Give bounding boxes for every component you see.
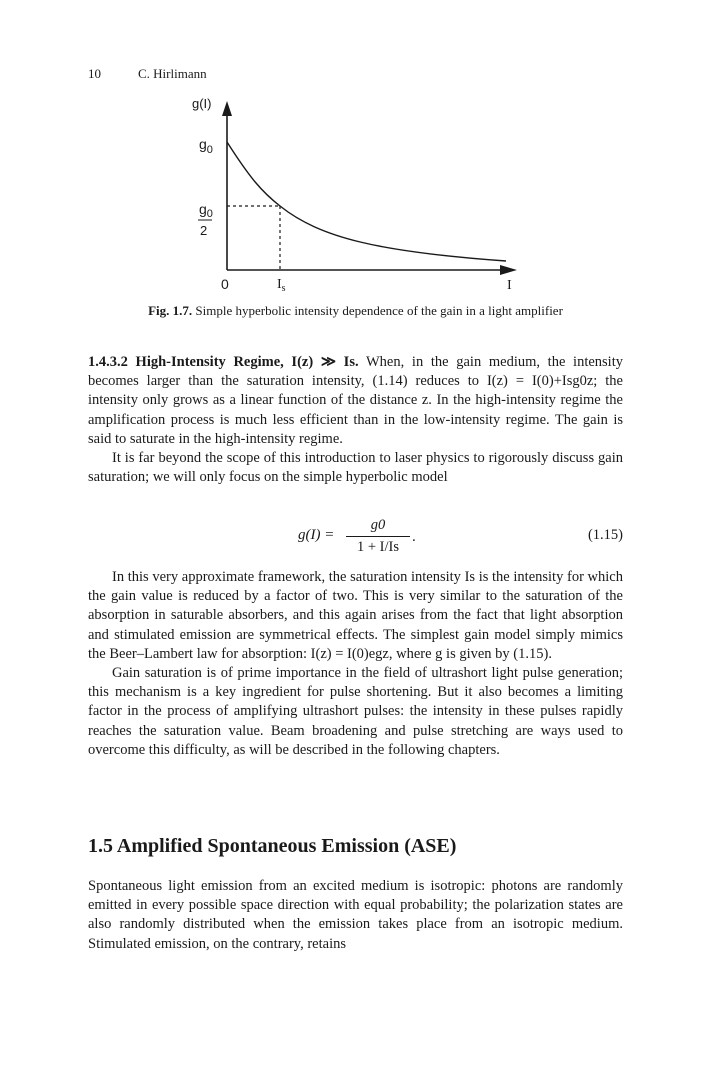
- gain-curve: [227, 142, 506, 261]
- figure-caption-text: Simple hyperbolic intensity dependence of the gain in a light amplifier: [195, 303, 563, 318]
- section-15-body: [88, 877, 623, 954]
- half-gain-denominator: 2: [200, 223, 208, 238]
- paragraph-gain-saturation: Gain saturation is of prime importance in the field of ultrashort light pulse generation; this mechanism is a key ingredient for pulse shortening. But it also becomes a limiting factor in the process of amplifying ultrashort pulses: the intensity in these pulses rapidly reaches the saturation value. Beam broadening and pulse stretching are ways used to overcome this difficulty, as will be described in the following chapters.: [88, 665, 623, 758]
- is-label: $I_s$: [277, 277, 286, 294]
- equation-number: (1.15): [587, 527, 623, 543]
- x-axis-arrow: [500, 265, 517, 275]
- figure-caption-label: Fig. 1.7.: [148, 303, 193, 318]
- equation-denominator: 1 + I/Is: [356, 539, 399, 555]
- page-number: 10: [88, 66, 101, 81]
- paragraph-high-intensity-text: When, in the gain medium, the intensity becomes larger than the saturation intensity, (1.14) reduces to I(z) = I(0)+Isg0z; the intensity only grows as a linear function of the distance z. In the high-intensity regime the amplification process is much less efficient than in the low-intensity regime. The gain is said to saturate in the high-intensity regime.: [88, 354, 623, 447]
- equation-lhs: g(I) =: [298, 527, 335, 543]
- paragraph-high-intensity: [88, 353, 623, 449]
- equation-period: .: [412, 529, 416, 545]
- g0-label: $g_0$: [199, 136, 213, 156]
- equation-numerator: g0: [346, 517, 410, 537]
- section-1432: [88, 353, 623, 487]
- section-heading-ase: 1.5 Amplified Spontaneous Emission (ASE): [88, 835, 457, 857]
- running-author: C. Hirlimann: [138, 66, 207, 81]
- figure-caption: [88, 303, 623, 319]
- equation-1-15: [88, 517, 623, 557]
- paragraph-spontaneous-emission: Spontaneous light emission from an excited medium is isotropic: photons are randomly emitted in every possible space direction with equal probability; the polarization states are also randomly distributed when the emission takes place from an isotropic medium. Stimulated emission, on the contrary, retains: [88, 878, 623, 952]
- y-axis-label: g(I): [192, 96, 212, 111]
- subsection-title: 1.4.3.2 High-Intensity Regime, I(z) ≫ Is.: [88, 354, 359, 370]
- y-axis-arrow: [222, 101, 232, 116]
- x-axis-label: I: [507, 278, 512, 293]
- gain-saturation-figure: [0, 0, 705, 300]
- half-gain-numerator: $g_0$: [199, 201, 213, 220]
- paragraph-scope: It is far beyond the scope of this introduction to laser physics to rigorously discuss gain saturation; we will only focus on the simple hyperbolic model: [88, 450, 623, 486]
- origin-label: 0: [221, 276, 229, 292]
- paragraph-framework: In this very approximate framework, the saturation intensity Is is the intensity for which the gain value is reduced by a factor of two. This is very similar to the saturation of the absorption in saturable absorbers, and this again arises from the fact that light absorption and stimulated emission are symmetrical effects. The simplest gain model simply mimics the Beer–Lambert law for absorption: I(z) = I(0)egz, where g is given by (1.15).: [88, 569, 623, 662]
- after-equation-text: [88, 568, 623, 760]
- equation-fraction: [346, 517, 410, 556]
